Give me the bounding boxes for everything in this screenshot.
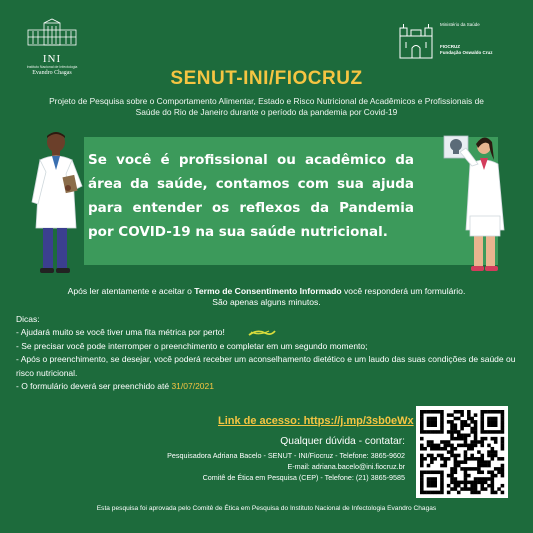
consent-text xyxy=(30,286,503,308)
tip-1: - Ajudará muito se você tiver uma fita métrica por perto! xyxy=(16,327,225,338)
ministry-label: Ministério da Saúde xyxy=(440,22,480,27)
deadline-date: 31/07/2021 xyxy=(171,381,214,392)
contact-heading: Qualquer dúvida - contatar: xyxy=(280,436,405,447)
fiocruz-castle-logo-icon xyxy=(398,22,434,60)
tip-item xyxy=(16,326,516,339)
tips-heading: Dicas: xyxy=(16,314,40,324)
tips-list xyxy=(16,313,516,393)
ini-building-logo-icon xyxy=(24,18,80,48)
tip-4: - O formulário deverá ser preenchido até xyxy=(16,381,172,392)
contact-line: Comitê de Ética em Pesquisa (CEP) - Telefone: (21) 3865-9585 xyxy=(202,473,405,482)
female-doctor-xray-illustration xyxy=(440,130,512,280)
page-subtitle: Projeto de Pesquisa sobre o Comportamento Alimentar, Estado e Risco Nutricional de Acadêmicos e Profissionais de Saúde do Rio de Janeiro durante o período da pandemia por Covid-19 xyxy=(49,96,484,117)
logo-name: Evandro Chagas xyxy=(32,70,72,76)
consent-term: Termo de Consentimento Informado xyxy=(194,286,342,296)
contact-line: Pesquisadora Adriana Bacelo - SENUT - INI/Fiocruz - Telefone: 3865-9602 xyxy=(167,451,405,460)
consent-after: você responderá um formulário. xyxy=(341,286,466,296)
consent-line2: São apenas alguns minutos. xyxy=(212,297,321,307)
qr-code-icon xyxy=(416,406,508,498)
male-doctor-illustration xyxy=(26,130,88,280)
contact-info xyxy=(100,450,405,483)
contact-email: E-mail: adriana.bacelo@ini.fiocruz.br xyxy=(287,462,405,471)
footer-note: Esta pesquisa foi aprovada pelo Comitê de Ética em Pesquisa do Instituto Nacional de Infectologia Evandro Chagas xyxy=(96,505,437,512)
measuring-tape-icon xyxy=(247,328,277,338)
banner-text: Se você é profissional ou acadêmico da área da saúde, contamos com sua ajuda para entender os reflexos da Pandemia por COVID-19 na sua saúde nutricional. xyxy=(88,152,414,240)
consent-before: Após ler atentamente e aceitar o xyxy=(67,286,195,296)
access-link[interactable]: Link de acesso: https://j.mp/3sb0eWx xyxy=(218,415,414,427)
fiocruz-label: FIOCRUZ xyxy=(440,44,460,49)
qr-code[interactable] xyxy=(416,406,508,498)
tip-3: - Após o preenchimento, se desejar, você poderá receber um aconselhamento dietético e um laudo das suas condições de saúde ou risco nutricional. xyxy=(16,354,516,378)
tip-2: - Se precisar você pode interromper o preenchimento e completar em um segundo momento; xyxy=(16,340,368,351)
logo-institute: Instituto Nacional de Infectologia xyxy=(26,65,78,69)
fiocruz-fullname: Fundação Oswaldo Cruz xyxy=(440,50,493,55)
fiocruz-logo xyxy=(398,22,518,64)
logo-abbr: INI xyxy=(42,53,62,65)
tip-item xyxy=(16,380,516,393)
page-title: SENUT-INI/FIOCRUZ xyxy=(170,68,363,89)
